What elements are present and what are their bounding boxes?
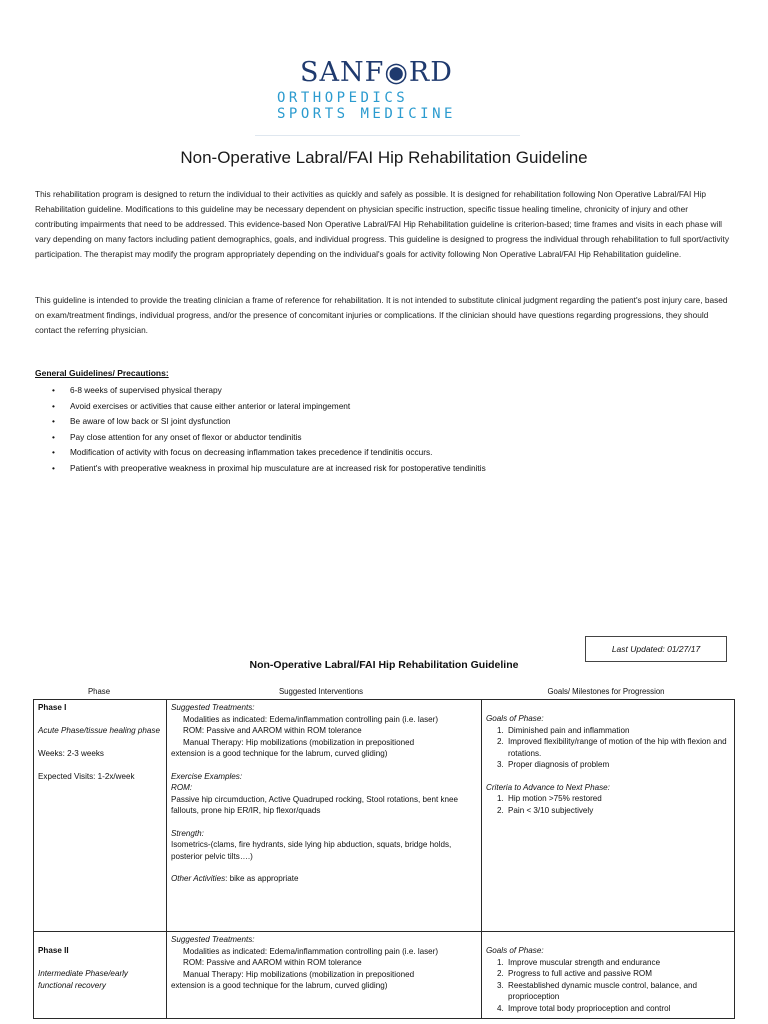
rom-treatment-text: ROM: Passive and AAROM within ROM tolerance: [183, 958, 362, 967]
criteria-heading: Criteria to Advance to Next Phase:: [486, 782, 610, 792]
strength-heading: Strength:: [171, 828, 204, 838]
column-header-phase: Phase: [87, 687, 111, 696]
rehab-table: [33, 699, 735, 1019]
strength-exercises: Isometrics-(clams, fire hydrants, side lying hip abduction, squats, bridge holds, posterior pelvic tilts….): [171, 840, 452, 861]
phase-1-name: Phase I: [38, 703, 67, 712]
guideline-item: • Modification of activity with focus on decreasing inflammation takes precedence if tendinitis occurs.: [52, 445, 486, 461]
rom-treatment-text: ROM: Passive and AAROM within ROM tolerance: [183, 726, 362, 735]
other-activities: [171, 873, 477, 885]
criteria-item: 2. Pain < 3/10 subjectively: [506, 805, 730, 817]
phase-1-goals: [482, 700, 735, 932]
sanford-logo: [255, 52, 520, 137]
last-updated-box: Last Updated: 01/27/17: [585, 636, 727, 662]
phase-2-goals-list: [486, 957, 730, 1015]
treatments-heading: Suggested Treatments:: [171, 703, 255, 712]
phase-2-cell: [34, 932, 167, 1019]
phase-1-interventions: [167, 700, 482, 932]
goal-item: 1. Improve muscular strength and endurance: [506, 957, 730, 969]
logo-divider: [255, 135, 520, 136]
guideline-item: • Avoid exercises or activities that cause either anterior or lateral impingement: [52, 399, 486, 415]
phase-2-name: Phase II: [38, 946, 69, 955]
guideline-item: • Patient's with preoperative weakness in proximal hip musculature are at increased risk for postoperative tendinitis: [52, 461, 486, 477]
goals-heading: Goals of Phase:: [486, 946, 544, 955]
logo-line-orthopedics: ORTHOPEDICS: [277, 90, 409, 106]
table-title: Non-Operative Labral/FAI Hip Rehabilitation Guideline: [249, 659, 519, 671]
logo-line-sports-medicine: SPORTS MEDICINE: [277, 106, 456, 122]
modalities-text: Modalities as indicated: Edema/inflammation controlling pain (i.e. laser): [183, 714, 439, 724]
phase-2-subtitle: Intermediate Phase/early functional recovery: [38, 969, 128, 990]
exercise-heading: Exercise Examples:: [171, 771, 243, 781]
criteria-item: 1. Hip motion >75% restored: [506, 793, 730, 805]
other-activities-label: Other Activities: [171, 874, 226, 883]
phase-2-interventions: [167, 932, 482, 1019]
goal-item: 4. Improve total body proprioception and control: [506, 1003, 730, 1015]
phase-1-subtitle: Acute Phase/tissue healing phase: [38, 726, 160, 735]
guideline-item: • 6-8 weeks of supervised physical therapy: [52, 383, 486, 399]
table-row-phase-1: [34, 700, 735, 932]
document-title: Non-Operative Labral/FAI Hip Rehabilitation Guideline: [180, 148, 588, 167]
intro-paragraph-2: This guideline is intended to provide the treating clinician a frame of reference for rehabilitation. It is not intended to substitute clinical judgment regarding the patient's post injury care, based on exam/treatment findings, individual progress, and/or the presence of concomitant injuries or complications. If the clinician should have questions regarding progressions, they should contact the referring physician.: [35, 295, 728, 335]
other-activities-text: : bike as appropriate: [225, 874, 299, 883]
phase-1-criteria-list: [486, 793, 730, 816]
goal-item: 2. Progress to full active and passive ROM: [506, 968, 730, 980]
general-guidelines-heading: General Guidelines/ Precautions:: [35, 368, 169, 378]
goal-item: 3. Reestablished dynamic muscle control, balance, and proprioception: [506, 980, 730, 1003]
goal-item: 2. Improved flexibility/range of motion of the hip with flexion and rotations.: [506, 736, 730, 759]
manual-therapy-cont: extension is a good technique for the labrum, curved gliding): [171, 749, 388, 758]
treatments-heading: Suggested Treatments:: [171, 935, 255, 944]
phase-1-cell: [34, 700, 167, 932]
phase-1-goals-list: [486, 725, 730, 771]
rom-heading: ROM:: [171, 783, 193, 792]
rom-exercises: Passive hip circumduction, Active Quadruped rocking, Stool rotations, bent knee fallouts, prone hip ER/IR, hip flexor/quads: [171, 794, 459, 815]
guideline-item: • Be aware of low back or SI joint dysfunction: [52, 414, 486, 430]
manual-therapy-text: Manual Therapy: Hip mobilizations (mobilization in prepositioned: [183, 969, 415, 979]
goal-item: 1. Diminished pain and inflammation: [506, 725, 730, 737]
goal-item: 3. Proper diagnosis of problem: [506, 759, 730, 771]
general-guidelines-list: [52, 383, 486, 476]
manual-therapy-text: Manual Therapy: Hip mobilizations (mobilization in prepositioned: [183, 737, 415, 747]
logo-brand: SANF◉RD: [300, 57, 453, 88]
manual-therapy-cont: extension is a good technique for the labrum, curved gliding): [171, 981, 388, 990]
guideline-item: • Pay close attention for any onset of flexor or abductor tendinitis: [52, 430, 486, 446]
table-row-phase-2: [34, 932, 735, 1019]
intro-paragraph-1: This rehabilitation program is designed to return the individual to their activities as quickly and safely as possible. It is designed for rehabilitation following Non Operative Labral/FAI Hip Rehabilitation guideline. Modifications to this guideline may be necessary dependent on physician specific instruction, specific tissue healing timeline, chronicity of injury and other contributing impairments that need to be addressed. This evidence-based Non Operative Labral/FAI Hip Rehabilitation guideline is criterion-based; time frames and visits in each phase will vary depending on many factors including patient demographics, goals, and individual progress. This guideline is designed to progress the individual through rehabilitation to full sport/activity participation. The therapist may modify the program appropriately depending on the individual's goals for activity following Non Operative Labral/FAI Hip Rehabilitation guideline.: [35, 189, 729, 259]
phase-1-visits: Expected Visits: 1-2x/week: [38, 772, 135, 781]
modalities-text: Modalities as indicated: Edema/inflammation controlling pain (i.e. laser): [183, 946, 439, 956]
column-header-goals: Goals/ Milestones for Progression: [547, 687, 665, 696]
phase-2-goals: [482, 932, 735, 1019]
column-header-interventions: Suggested Interventions: [278, 687, 364, 696]
goals-heading: Goals of Phase:: [486, 714, 544, 723]
phase-1-weeks: Weeks: 2-3 weeks: [38, 749, 104, 758]
